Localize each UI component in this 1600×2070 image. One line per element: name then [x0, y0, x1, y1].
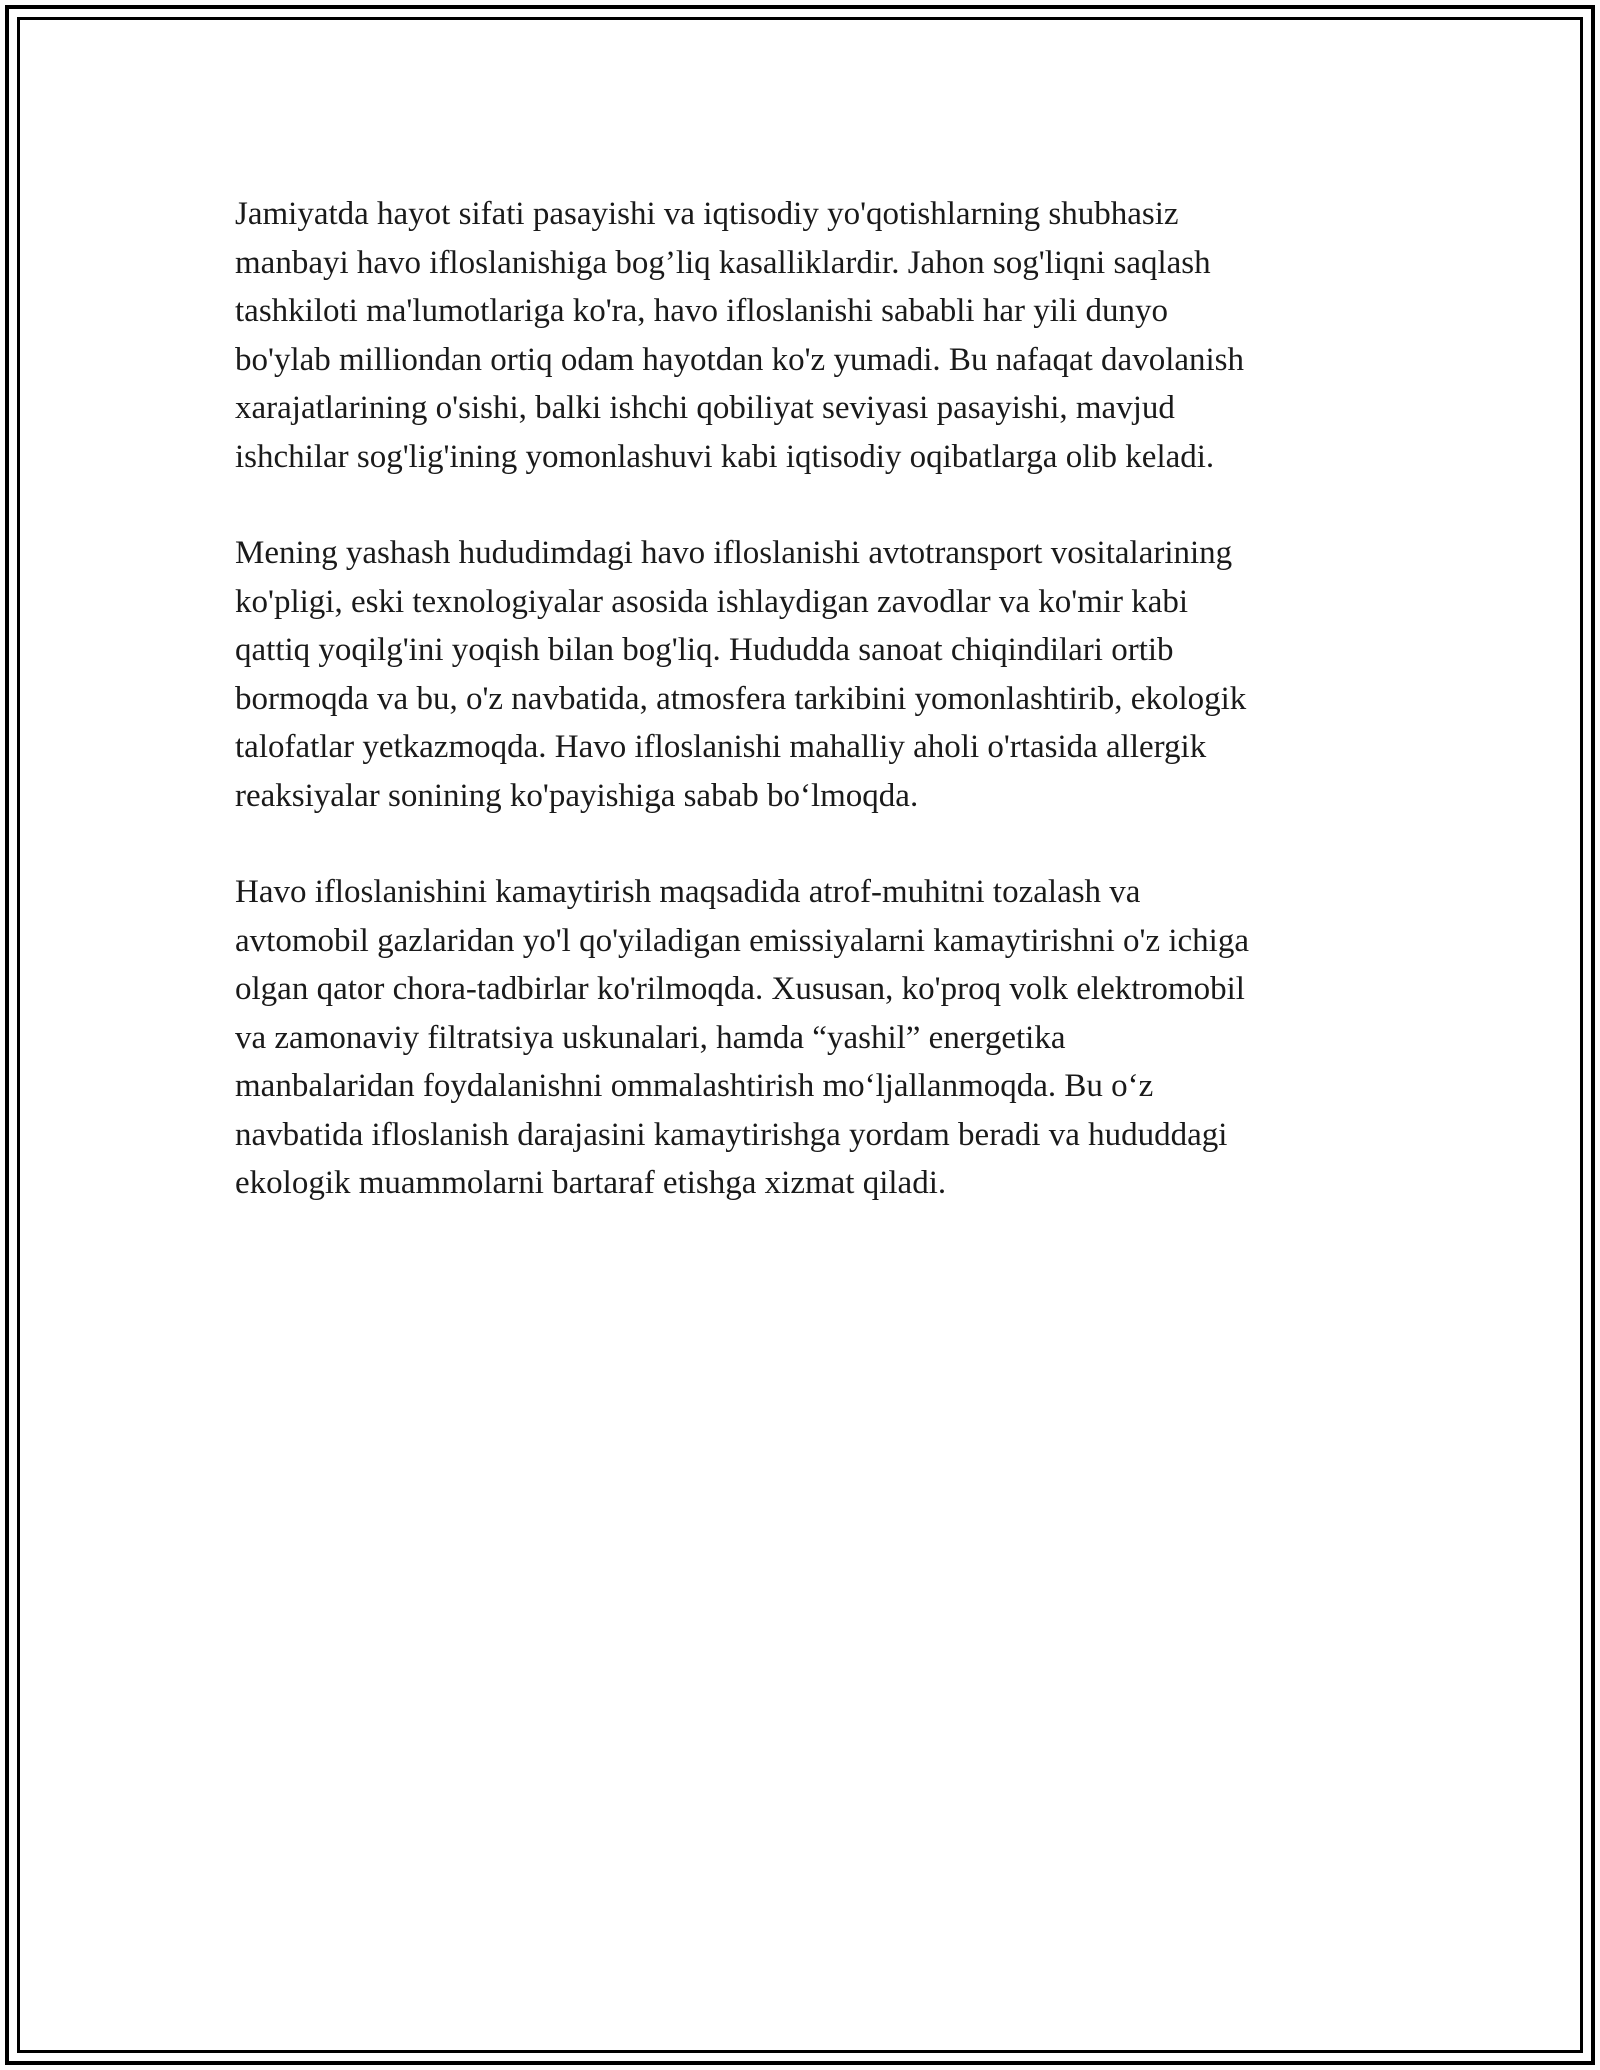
- text-line: xarajatlarining o'sishi, balki ishchi qobiliyat seviyasi pasayishi, mavjud: [235, 390, 1175, 426]
- text-line: avtomobil gazlaridan yo'l qo'yiladigan emissiyalarni kamaytirishni o'z ichiga: [235, 922, 1249, 959]
- text-line: ishchilar sog'lig'ining yomonlashuvi kabi iqtisodiy oqibatlarga olib keladi.: [235, 438, 1215, 475]
- text-line: navbatida ifloslanish darajasini kamaytirishga yordam beradi va hududdagi: [235, 1116, 1228, 1153]
- text-line: Mening yashash hududimdagi havo ifloslanishi avtotransport vositalarining: [235, 535, 1233, 571]
- text-line: manbayi havo ifloslanishiga bog’liq kasalliklardir. Jahon sog'liqni saqlash: [235, 244, 1211, 281]
- text-line: va zamonaviy filtratsiya uskunalari, hamda “yashil” energetika: [235, 1019, 1066, 1056]
- text-line: olgan qator chora-tadbirlar ko'rilmoqda. Xususan, ko'proq volk elektromobil: [235, 971, 1245, 1007]
- text-line: Havo ifloslanishini kamaytirish maqsadida atrof-muhitni tozalash va: [235, 874, 1141, 910]
- text-line: bo'ylab milliondan ortiq odam hayotdan ko'z yumadi. Bu nafaqat davolanish: [235, 341, 1245, 378]
- text-line: manbalaridan foydalanishni ommalashtirish mo‘ljallanmoqda. Bu o‘z: [235, 1068, 1154, 1104]
- text-line: qattiq yoqilg'ini yoqish bilan bog'liq. Hududda sanoat chiqindilari ortib: [235, 632, 1174, 668]
- paragraph-2: [235, 529, 1375, 820]
- document-body: [235, 190, 1375, 1256]
- text-line: talofatlar yetkazmoqda. Havo ifloslanishi mahalliy aholi o'rtasida allergik: [235, 729, 1207, 765]
- paragraph-1: [235, 190, 1375, 481]
- text-line: Jamiyatda hayot sifati pasayishi va iqtisodiy yo'qotishlarning shubhasiz: [235, 196, 1179, 232]
- text-line: reaksiyalar sonining ko'payishiga sabab bo‘lmoqda.: [235, 777, 919, 814]
- text-line: ekologik muammolarni bartaraf etishga xizmat qiladi.: [235, 1165, 947, 1201]
- text-line: ko'pligi, eski texnologiyalar asosida ishlaydigan zavodlar va ko'mir kabi: [235, 583, 1189, 620]
- text-line: tashkiloti ma'lumotlariga ko'ra, havo ifloslanishi sababli har yili dunyo: [235, 293, 1168, 329]
- paragraph-3: [235, 868, 1375, 1208]
- text-line: bormoqda va bu, o'z navbatida, atmosfera tarkibini yomonlashtirib, ekologik: [235, 680, 1247, 717]
